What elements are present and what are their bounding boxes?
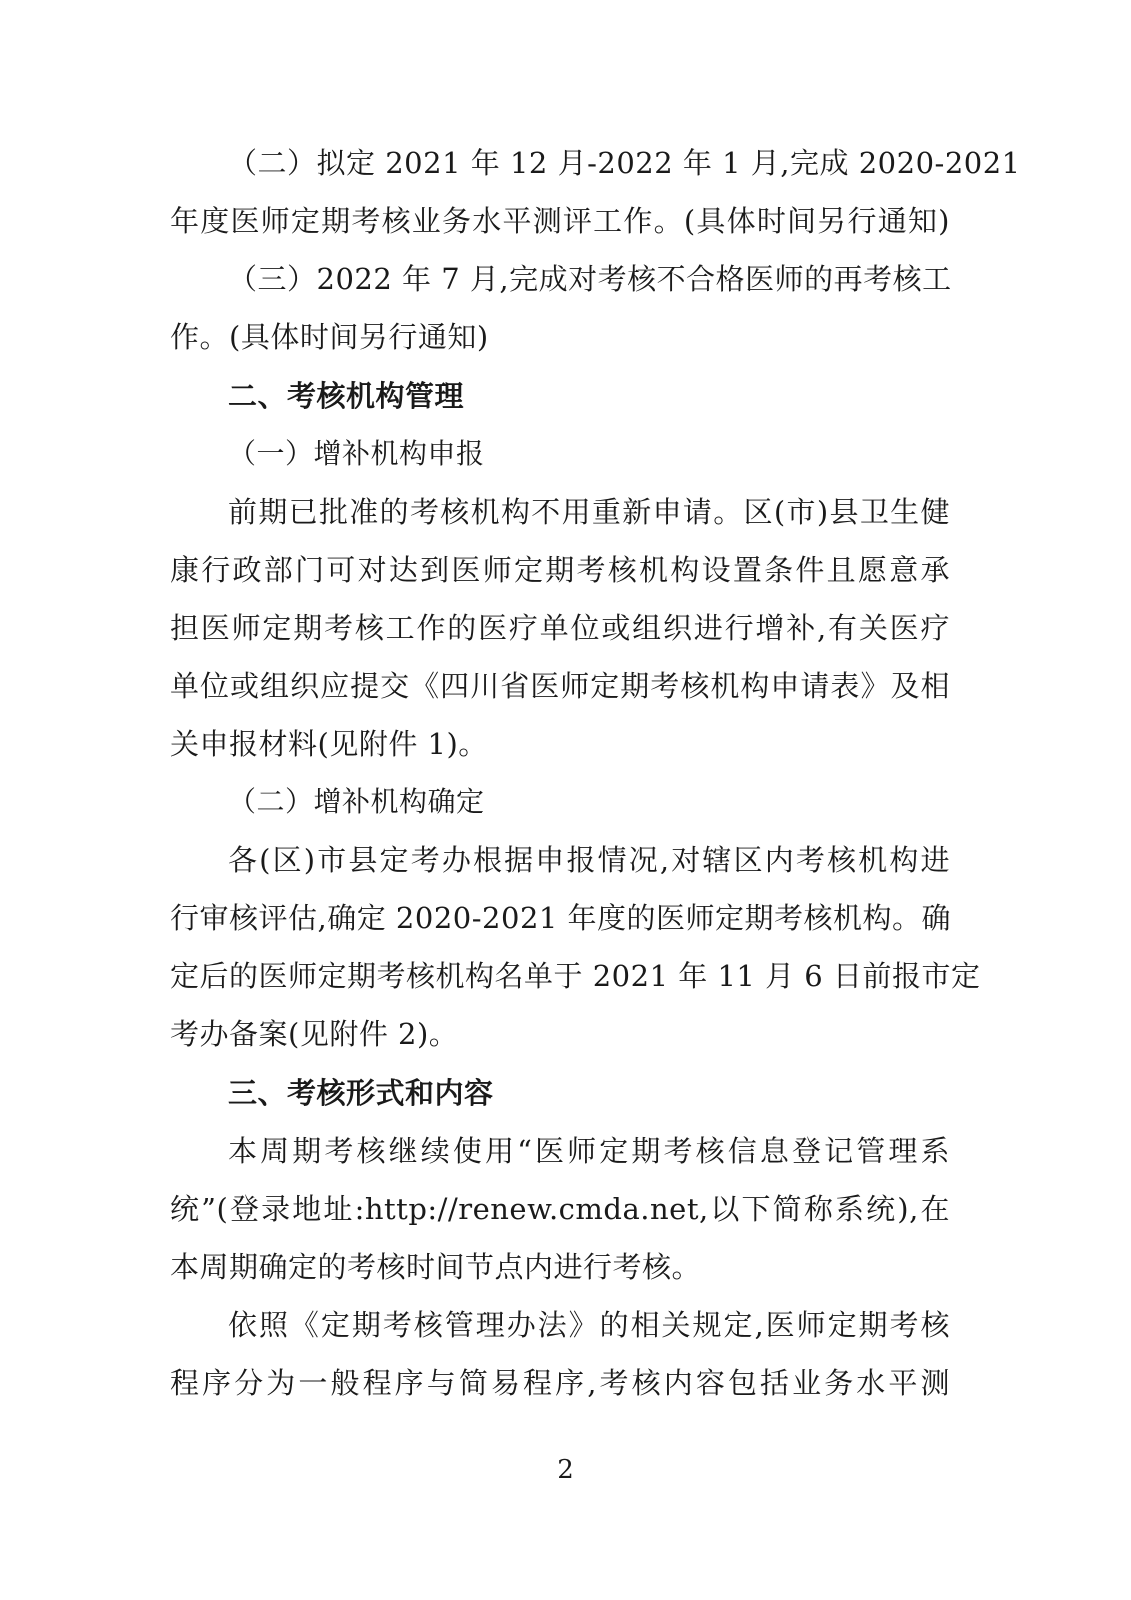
paragraph-line: 考办备案(见附件 2)。 (170, 1017, 459, 1051)
paragraph-line: 本周期考核继续使用“医师定期考核信息登记管理系 (228, 1134, 950, 1168)
subsection-heading: （二）增补机构确定 (228, 785, 485, 818)
paragraph-line: 康行政部门可对达到医师定期考核机构设置条件且愿意承 (170, 553, 950, 587)
paragraph-line: 单位或组织应提交《四川省医师定期考核机构申请表》及相 (170, 669, 950, 703)
paragraph-line: 作。(具体时间另行通知) (170, 320, 489, 354)
paragraph-line: 前期已批准的考核机构不用重新申请。区(市)县卫生健 (228, 495, 950, 529)
paragraph-line: （二）拟定 2021 年 12 月-2022 年 1 月,完成 2020-2021 (228, 146, 1021, 180)
paragraph-line: 本周期确定的考核时间节点内进行考核。 (170, 1250, 702, 1284)
section-heading: 三、考核形式和内容 (228, 1076, 494, 1110)
paragraph-line: 依照《定期考核管理办法》的相关规定,医师定期考核 (228, 1308, 950, 1342)
paragraph-line: 定后的医师定期考核机构名单于 2021 年 11 月 6 日前报市定 (170, 959, 981, 993)
paragraph-line: （三）2022 年 7 月,完成对考核不合格医师的再考核工 (228, 262, 952, 296)
paragraph-line: 各(区)市县定考办根据申报情况,对辖区内考核机构进 (228, 843, 950, 877)
paragraph-line: 统”(登录地址:http://renew.cmda.net,以下简称系统),在 (170, 1192, 950, 1226)
page-number: 2 (557, 1455, 574, 1485)
subsection-heading: （一）增补机构申报 (228, 437, 485, 470)
paragraph-line: 担医师定期考核工作的医疗单位或组织进行增补,有关医疗 (170, 611, 950, 645)
paragraph-line: 程序分为一般程序与简易程序,考核内容包括业务水平测 (170, 1366, 950, 1400)
section-heading: 二、考核机构管理 (228, 379, 465, 413)
paragraph-line: 关申报材料(见附件 1)。 (170, 727, 488, 761)
paragraph-line: 行审核评估,确定 2020-2021 年度的医师定期考核机构。确 (170, 901, 952, 935)
paragraph-line: 年度医师定期考核业务水平测评工作。(具体时间另行通知) (170, 204, 950, 238)
